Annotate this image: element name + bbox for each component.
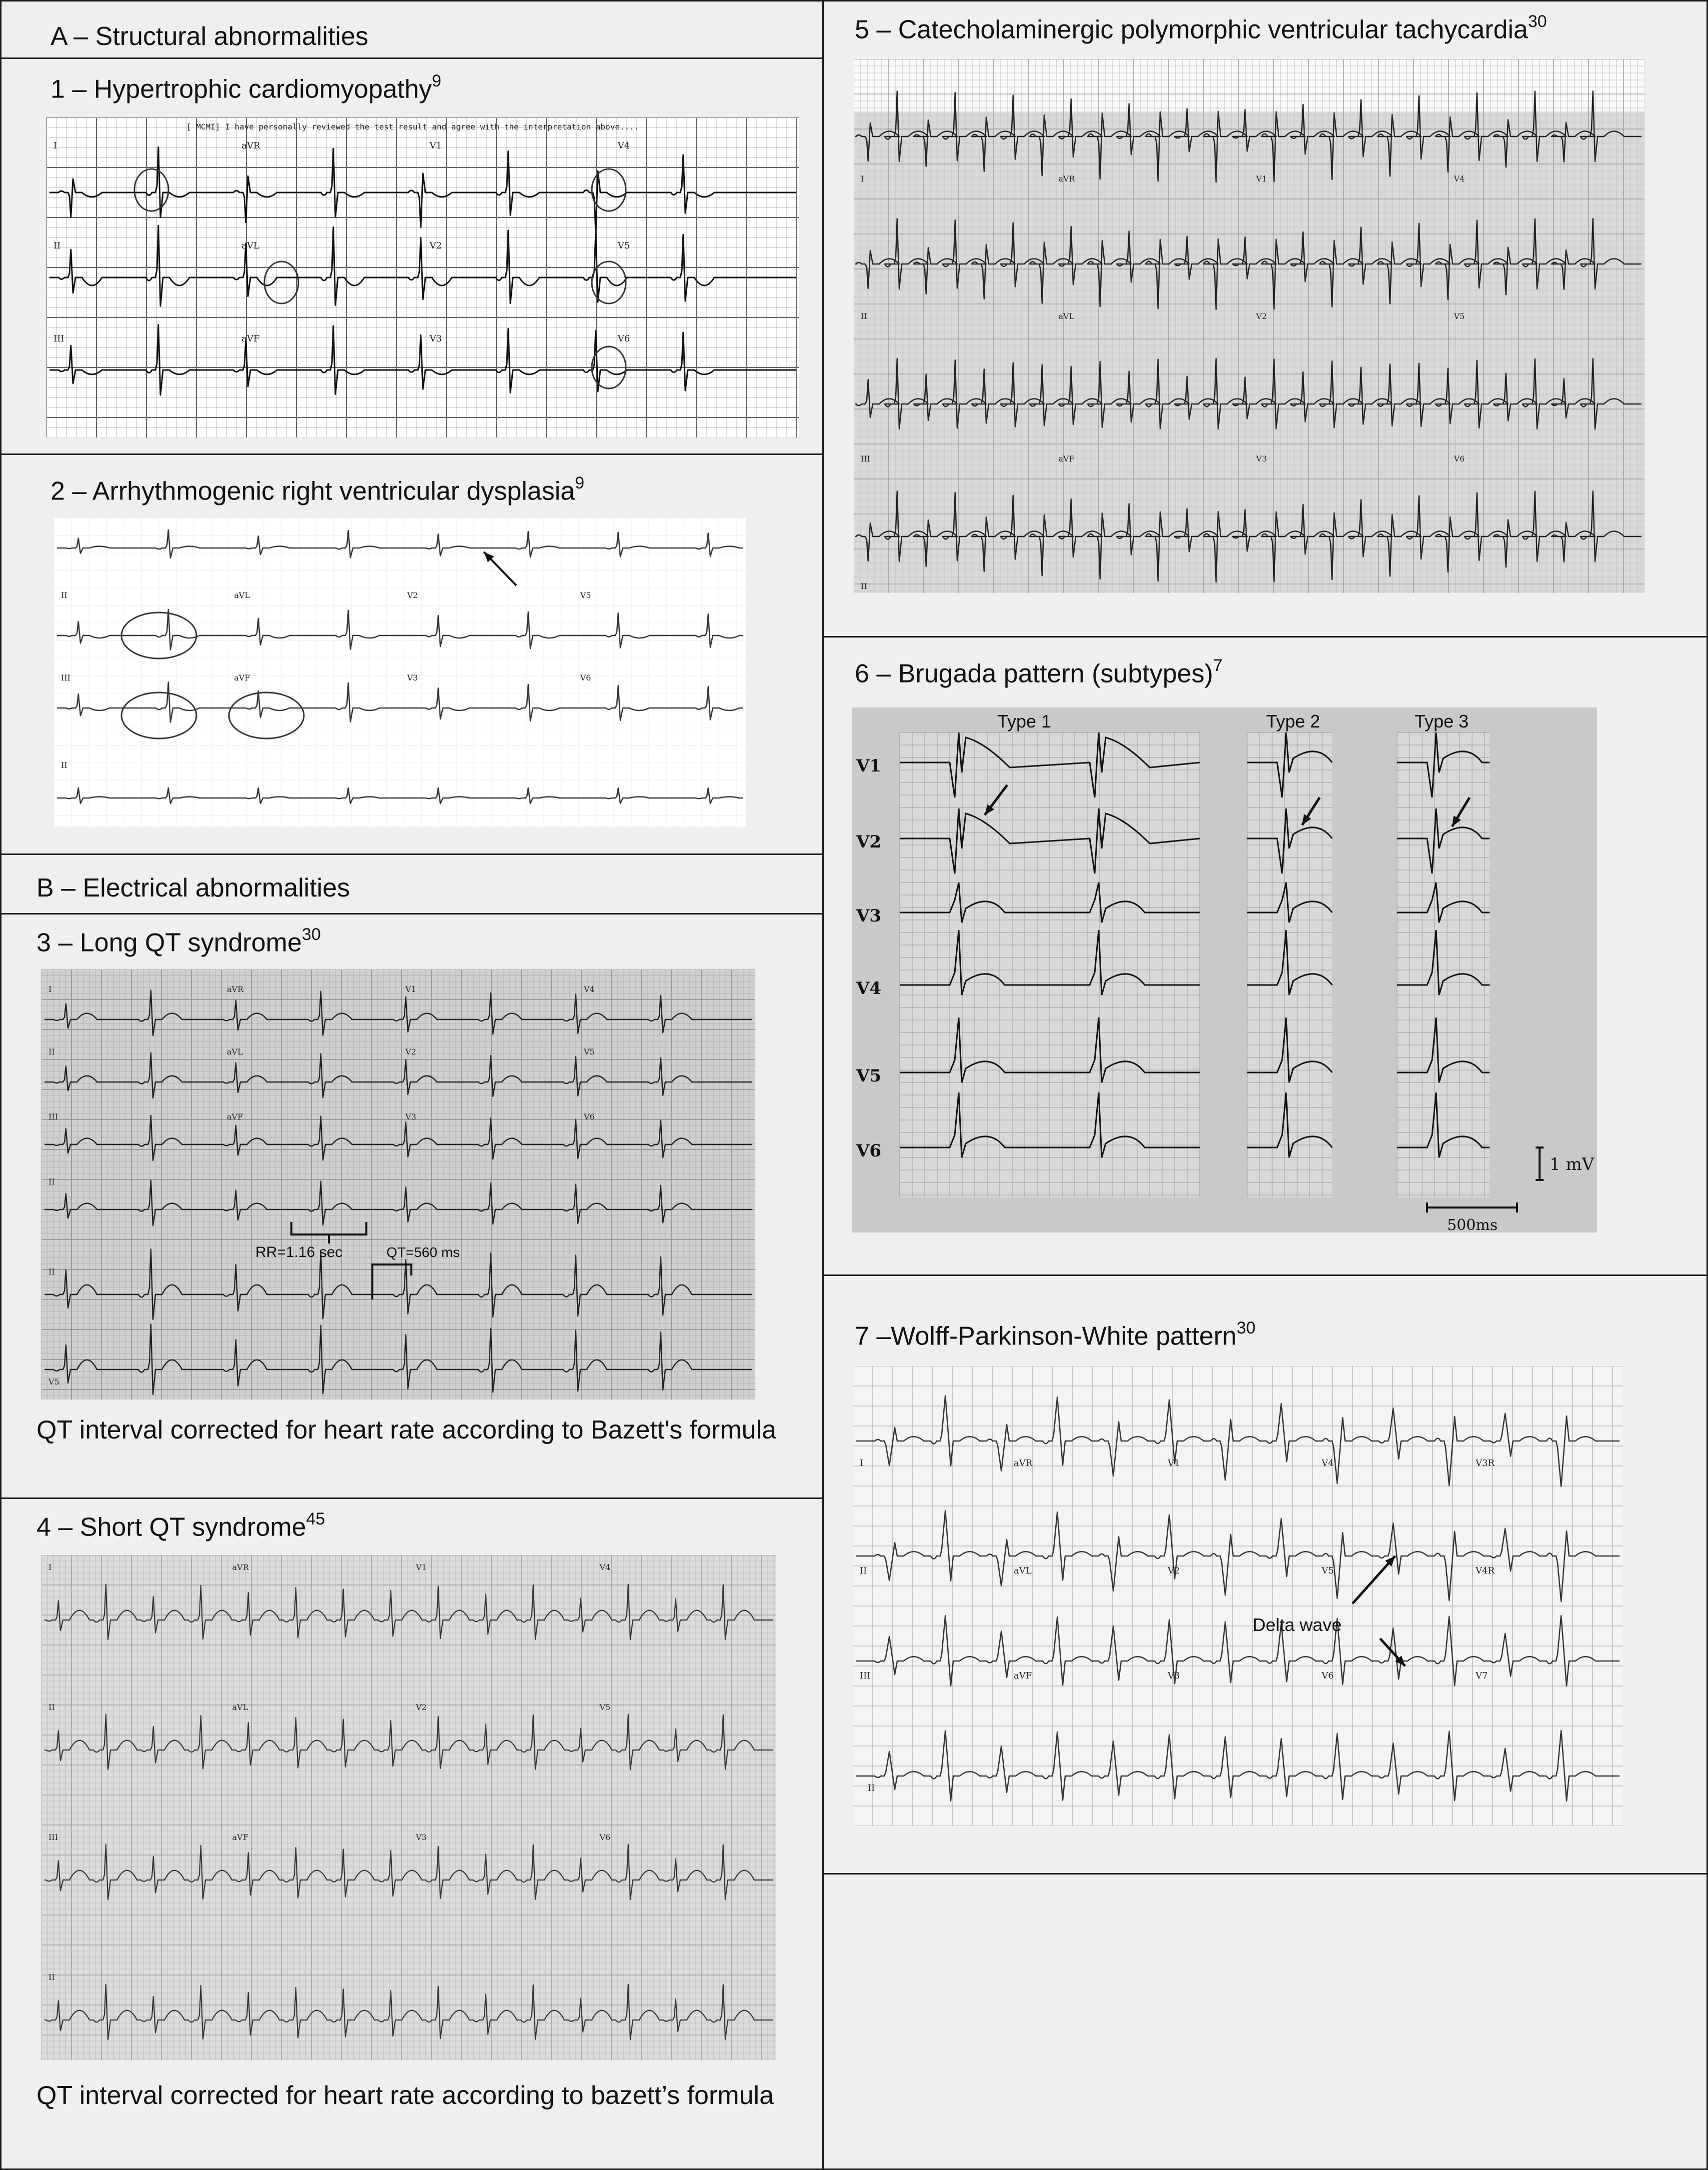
wpw-lead-label: V3	[1168, 1670, 1180, 1681]
lqt-lead-label: III	[48, 1112, 58, 1122]
brugada-lead-label: V5	[856, 1066, 882, 1086]
panel-4-title	[36, 1506, 325, 1542]
ecg-cpvt-strip	[854, 59, 1645, 593]
hcm-lead-label: aVF	[241, 334, 260, 344]
ecg-hcm-svg	[46, 118, 799, 438]
panel-6-title	[855, 652, 1223, 688]
wpw-lead-label: V7	[1476, 1670, 1488, 1681]
cpvt-lead-label: aVL	[1058, 312, 1075, 321]
lqt-lead-label: aVR	[227, 984, 244, 994]
arvd-lead-label: III	[61, 673, 70, 682]
ecg-long-qt-strip	[41, 970, 755, 1400]
panel-6-title-text: 6 – Brugada pattern (subtypes)	[855, 659, 1213, 688]
arvd-trace-row-4	[57, 788, 743, 804]
ecg-cpvt-svg	[854, 59, 1645, 593]
brugada-block-bg	[1397, 732, 1490, 1198]
brugada-lead-label: V1	[856, 756, 882, 776]
lqt-trace-row-1	[44, 990, 752, 1036]
lqt-rhythm-lead-label: V5	[48, 1377, 59, 1386]
hcm-lead-label: V1	[429, 140, 442, 151]
wpw-lead-label: aVF	[1014, 1670, 1032, 1681]
wpw-lead-label: V5	[1322, 1566, 1334, 1576]
panel-3-title-text: 3 – Long QT syndrome	[36, 928, 302, 958]
brugada-type-2-label: Type 2	[1266, 711, 1321, 732]
cpvt-trace-row-2	[856, 218, 1642, 310]
arvd-trace-row-3	[57, 682, 743, 722]
wpw-lead-label: V6	[1322, 1670, 1334, 1681]
ecg-hcm-strip	[46, 118, 799, 438]
panel-5-ref: 30	[1528, 12, 1547, 31]
panel-6-brugada	[822, 636, 1708, 1276]
cpvt-lead-label: aVR	[1058, 174, 1075, 184]
arvd-lead-label: II	[61, 760, 67, 770]
panel-7-title	[855, 1315, 1256, 1351]
panel-1-hypertrophic-cardiomyopathy	[0, 58, 824, 455]
wpw-lead-label: V4	[1322, 1458, 1334, 1468]
arvd-lead-label: V6	[580, 673, 591, 682]
cpvt-lead-label: aVF	[1058, 454, 1075, 464]
sqt-lead-label: aVF	[232, 1832, 248, 1842]
hcm-lead-label: V3	[429, 334, 442, 344]
brugada-lead-label: V6	[856, 1141, 882, 1161]
arvd-lead-label: V2	[407, 590, 418, 600]
lqt-rhythm-lead-label: II	[48, 1177, 55, 1186]
empty-cell	[822, 1873, 1708, 2170]
hcm-circle-annotation	[134, 169, 168, 211]
lqt-lead-label: aVL	[227, 1047, 243, 1056]
brugada-ms-label: 500ms	[1447, 1216, 1498, 1232]
arvd-trace-row-2	[57, 610, 743, 650]
panel-5-title	[855, 8, 1547, 44]
section-b-header-cell	[0, 854, 824, 914]
cpvt-lead-label: V1	[1256, 174, 1267, 184]
panel-4-caption: QT interval corrected for heart rate according to bazett’s formula	[36, 2081, 774, 2110]
lqt-lead-label: V3	[405, 1112, 416, 1122]
hcm-lead-label: III	[53, 334, 64, 344]
arvd-epsilon-circle	[229, 692, 304, 738]
cpvt-lead-label: V4	[1454, 174, 1465, 184]
ecg-brugada-figure	[852, 708, 1597, 1232]
cpvt-lead-label: V5	[1454, 312, 1465, 321]
hcm-lead-label: I	[53, 140, 57, 151]
cpvt-trace-row-4	[856, 491, 1642, 582]
arvd-lead-label: aVL	[234, 590, 250, 600]
wpw-lead-label: V4R	[1476, 1566, 1495, 1576]
lqt-major-grid	[41, 970, 755, 1400]
sqt-lead-label: V1	[416, 1562, 427, 1572]
arvd-lead-label: V3	[407, 673, 418, 682]
sqt-major-grid	[41, 1555, 776, 2060]
wpw-lead-label: V3R	[1476, 1458, 1495, 1468]
brugada-mv-scale	[1536, 1148, 1544, 1180]
brugada-block-3	[1397, 732, 1490, 1198]
ecg-arvd-strip	[54, 518, 746, 826]
brugada-block-1	[900, 732, 1200, 1198]
lqt-lead-label: V4	[584, 984, 595, 994]
panel-2-ref: 9	[575, 474, 585, 492]
sqt-lead-label: V2	[416, 1702, 427, 1712]
wpw-trace-row-1	[856, 1396, 1620, 1486]
ecg-wpw-strip	[853, 1366, 1623, 1826]
panel-7-title-text: 7 –Wolff-Parkinson-White pattern	[855, 1322, 1237, 1351]
wpw-lead-label: I	[860, 1458, 864, 1468]
sqt-trace-row-2	[44, 1714, 773, 1770]
ecg-short-qt-svg	[41, 1555, 776, 2060]
ecg-long-qt-svg	[41, 970, 755, 1400]
sqt-lead-label: V5	[599, 1702, 611, 1712]
panel-4-title-text: 4 – Short QT syndrome	[36, 1512, 306, 1542]
panel-4-ref: 45	[306, 1510, 325, 1528]
cpvt-top-band	[854, 59, 1645, 112]
panel-3-caption: QT interval corrected for heart rate according to Bazett's formula	[36, 1416, 777, 1444]
arvd-trace-row-1	[57, 530, 743, 558]
lqt-trace-row-4	[44, 1180, 752, 1226]
panel-1-ref: 9	[432, 72, 441, 90]
panel-3-title	[36, 922, 321, 958]
panel-1-title-text: 1 – Hypertrophic cardiomyopathy	[50, 74, 432, 104]
sqt-lead-label: V6	[599, 1832, 611, 1842]
arvd-faint-grid	[54, 518, 746, 826]
hcm-lead-label: V4	[617, 140, 630, 151]
brugada-block-2	[1247, 732, 1332, 1198]
brugada-lead-label: V2	[856, 832, 882, 852]
panel-1-report-note: [ MCMI] I have personally reviewed the test result and agree with the interpretation above....	[186, 122, 639, 132]
brugada-lead-label: V4	[856, 978, 882, 998]
hcm-trace-row-1	[49, 147, 796, 232]
section-b-title: B – Electrical abnormalities	[36, 874, 350, 902]
sqt-lead-label: II	[48, 1702, 55, 1712]
lqt-rhythm-lead-label: II	[48, 1267, 55, 1276]
lqt-minor-grid	[41, 970, 755, 1400]
brugada-ms-scale	[1427, 1202, 1517, 1212]
arvd-lead-label: aVF	[234, 673, 250, 682]
wpw-lead-label: aVR	[1014, 1458, 1033, 1468]
wpw-lead-label: V1	[1168, 1458, 1180, 1468]
hcm-trace-row-3	[49, 324, 796, 395]
section-a-header-cell	[0, 0, 824, 59]
sqt-trace-row-4	[44, 1984, 773, 2040]
sqt-trace-row-3	[44, 1844, 773, 1900]
cpvt-lead-label: V2	[1256, 312, 1267, 321]
panel-7-wpw	[822, 1274, 1708, 1874]
sqt-lead-label: III	[48, 1832, 58, 1842]
arvd-lead-label: II	[61, 590, 67, 600]
cpvt-lead-label: V6	[1454, 454, 1465, 464]
wpw-lead-label: III	[860, 1670, 871, 1681]
sqt-lead-label: aVR	[232, 1562, 249, 1572]
lqt-trace-row-3	[44, 1116, 752, 1160]
brugada-type-3-label: Type 3	[1415, 711, 1469, 732]
ecg-short-qt-strip	[41, 1555, 776, 2060]
panel-2-title-text: 2 – Arrhythmogenic right ventricular dysplasia	[50, 476, 575, 506]
cpvt-trace-row-3	[856, 358, 1642, 429]
panel-3-ref: 30	[301, 925, 321, 944]
ecg-arvd-svg	[54, 518, 746, 826]
wpw-delta-wave-label: Delta wave	[1253, 1614, 1342, 1635]
hcm-lead-label: V6	[617, 334, 630, 344]
hcm-lead-label: V2	[429, 240, 442, 251]
hcm-lead-label: V5	[617, 240, 630, 251]
arvd-lead-label: V5	[580, 590, 591, 600]
cpvt-rhythm-lead-label: II	[861, 582, 867, 591]
wpw-lead-label: V2	[1168, 1566, 1180, 1576]
lqt-qt-label: QT=560 ms	[386, 1244, 460, 1260]
sqt-lead-label: aVL	[232, 1702, 248, 1712]
wpw-rhythm-lead-label: II	[868, 1783, 875, 1794]
brugada-type-1-label: Type 1	[997, 711, 1052, 732]
panel-1-title	[50, 68, 441, 104]
panel-4-short-qt	[0, 1498, 824, 2170]
cpvt-lead-label: V3	[1256, 454, 1267, 464]
panel-2-arvd	[0, 454, 824, 855]
lqt-lead-label: V5	[584, 1047, 595, 1056]
lqt-lead-label: V2	[405, 1047, 416, 1056]
panel-6-ref: 7	[1213, 656, 1223, 675]
lqt-lead-label: I	[48, 984, 52, 994]
sqt-lead-label: I	[48, 1562, 52, 1572]
lqt-rr-label: RR=1.16 sec	[255, 1244, 343, 1260]
panel-7-ref: 30	[1236, 1318, 1256, 1338]
hcm-lead-label: II	[53, 240, 61, 251]
brugada-mv-label: 1 mV	[1550, 1154, 1595, 1174]
wpw-lead-label: II	[860, 1566, 867, 1576]
wpw-trace-row-2	[856, 1510, 1620, 1602]
hcm-lead-label: aVR	[241, 140, 260, 151]
panel-3-long-qt	[0, 913, 824, 1499]
hcm-lead-label: aVL	[241, 240, 259, 251]
wpw-grid	[853, 1366, 1623, 1826]
panel-2-title	[50, 470, 584, 506]
sqt-minor-grid	[41, 1555, 776, 2060]
ecg-wpw-svg	[853, 1366, 1623, 1826]
section-a-title: A – Structural abnormalities	[50, 22, 368, 51]
cpvt-lead-label: I	[861, 174, 864, 184]
lqt-lead-label: V6	[584, 1112, 595, 1122]
lqt-lead-label: II	[48, 1047, 55, 1056]
sqt-lead-label: V4	[599, 1562, 611, 1572]
ecg-brugada-svg	[852, 708, 1597, 1232]
sqt-trace-row-1	[44, 1584, 773, 1640]
cpvt-lead-label: III	[861, 454, 870, 464]
cpvt-lead-label: II	[861, 312, 867, 321]
lqt-lead-label: V1	[405, 984, 416, 994]
panel-5-title-text: 5 – Catecholaminergic polymorphic ventricular tachycardia	[855, 15, 1528, 44]
sqt-lead-label: V3	[416, 1832, 427, 1842]
brugada-lead-label: V3	[856, 906, 882, 926]
wpw-lead-label: aVL	[1014, 1566, 1032, 1576]
lqt-lead-label: aVF	[227, 1112, 243, 1122]
sqt-rhythm-lead-label: II	[48, 1972, 55, 1982]
lqt-rr-bracket	[291, 1222, 366, 1244]
panel-5-cpvt	[822, 0, 1708, 638]
